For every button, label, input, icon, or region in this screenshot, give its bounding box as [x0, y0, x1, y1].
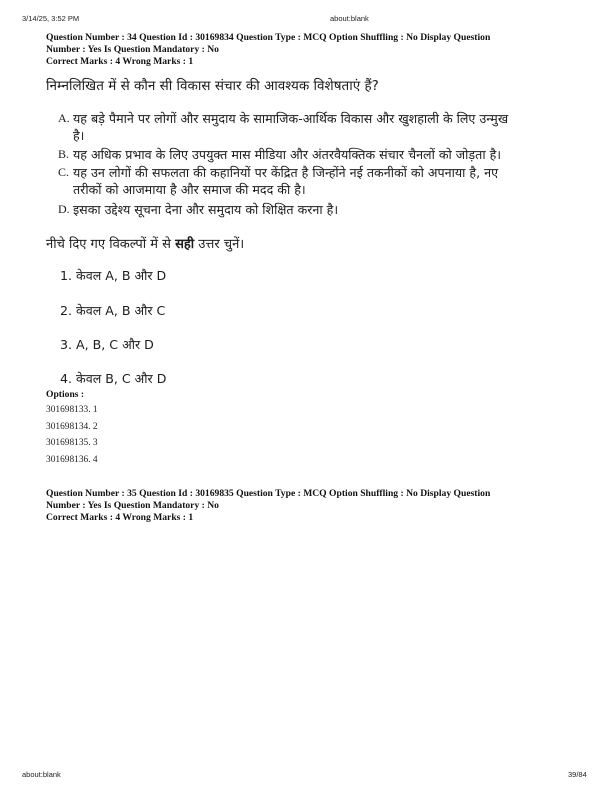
choice-4: 4. केवल B, C और D	[60, 371, 167, 386]
choice-1: 1. केवल A, B और D	[60, 268, 167, 283]
statement-c-line2: तरीकों को आजमाया है और समाज की मदद की है।	[73, 182, 306, 197]
instruction-pre: नीचे दिए गए विकल्पों में से	[46, 237, 176, 252]
statement-d	[58, 201, 338, 218]
print-footer-url: about:blank	[22, 770, 61, 779]
instruction-post: उत्तर चुनें।	[194, 237, 245, 252]
choice-2: 2. केवल A, B और C	[60, 303, 166, 318]
statement-b	[58, 146, 501, 163]
option-id-2: 301698134. 2	[46, 422, 98, 432]
option-id-3: 301698135. 3	[46, 438, 98, 448]
question-35-meta-line2: Number : Yes Is Question Mandatory : No	[46, 500, 219, 512]
question-34-meta-line2: Number : Yes Is Question Mandatory : No	[46, 44, 219, 56]
question-34-text: निम्नलिखित में से कौन सी विकास संचार की आवश्यक विशेषताएं हैं?	[46, 78, 379, 94]
statement-d-label: D.	[58, 202, 70, 216]
statement-b-line1: यह अधिक प्रभाव के लिए उपयुक्त मास मीडिया और अंतरवैयक्तिक संचार चैनलों को जोड़ता है।	[73, 147, 502, 162]
print-header-url: about:blank	[330, 14, 369, 23]
statement-a-line2: है।	[73, 128, 85, 143]
question-35-meta-line1: Question Number : 35 Question Id : 30169835 Question Type : MCQ Option Shuffling : No Display Question	[46, 488, 491, 499]
print-timestamp: 3/14/25, 3:52 PM	[22, 14, 80, 23]
question-34-meta	[46, 32, 490, 69]
question-35-meta	[46, 488, 490, 525]
options-title: Options :	[46, 389, 85, 400]
statement-a	[58, 110, 508, 144]
choice-3: 3. A, B, C और D	[60, 337, 154, 352]
instruction-text	[46, 234, 244, 252]
question-35-meta-line3: Correct Marks : 4 Wrong Marks : 1	[46, 512, 194, 524]
question-34-meta-line1: Question Number : 34 Question Id : 30169834 Question Type : MCQ Option Shuffling : No Display Question	[46, 32, 491, 43]
option-id-4: 301698136. 4	[46, 455, 98, 465]
question-34-meta-line3: Correct Marks : 4 Wrong Marks : 1	[46, 56, 194, 68]
statement-c	[58, 164, 498, 198]
instruction-bold: सही	[175, 237, 195, 252]
statement-d-line1: इसका उद्देश्य सूचना देना और समुदाय को शिक्षित करना है।	[73, 202, 339, 217]
statement-c-line1: यह उन लोगों की सफलता की कहानियों पर केंद्रित है जिन्होंने नई तकनीकों को अपनाया है, नए	[73, 165, 499, 180]
statement-a-line1: यह बड़े पैमाने पर लोगों और समुदाय के सामाजिक-आर्थिक विकास और खुशहाली के लिए उन्मुख	[73, 111, 509, 126]
option-id-1: 301698133. 1	[46, 405, 98, 415]
statement-c-label: C.	[58, 165, 70, 179]
print-page-number: 39/84	[568, 770, 587, 779]
statement-a-label: A.	[58, 111, 70, 125]
statement-b-label: B.	[58, 147, 70, 161]
